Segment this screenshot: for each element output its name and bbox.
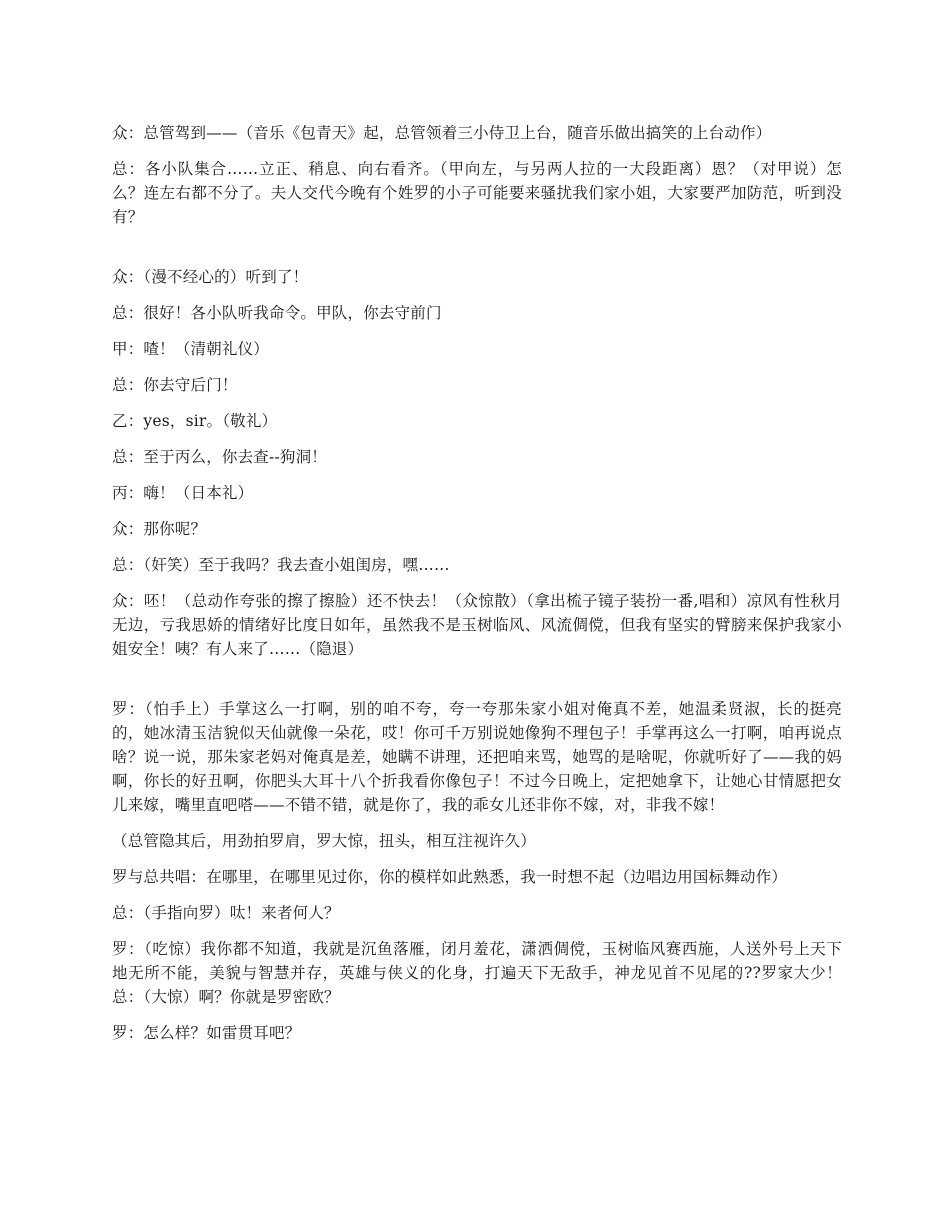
paragraph-11: 总：（奸笑）至于我吗？我去查小姐闺房，嘿…… [112,556,450,574]
paragraph-5: 甲：喳！（清朝礼仪） [112,340,270,358]
paragraph-6: 总：你去守后门！ [112,376,238,394]
paragraph-12: 众：呸！（总动作夸张的擦了擦脸）还不快去！（众惊散）（拿出梳子镜子装扮一番,唱和）凉风有性秋月无边，亏我思娇的情绪好比度日如年，虽然我不是玉树临风、风流倜傥，但我有坚实的臂膀来保护我家小姐安全！咦？有人来了……（隐退） [112,592,842,658]
paragraph-15: 罗与总共唱：在哪里，在哪里见过你，你的模样如此熟悉，我一时想不起（边唱边用国标舞动作） [112,868,788,886]
paragraph-8: 总：至于丙么，你去查--狗洞！ [112,448,327,466]
paragraph-17: 罗：（吃惊）我你都不知道，我就是沉鱼落雁，闭月羞花，潇洒倜傥，玉树临风赛西施，人送外号上天下地无所不能，美貌与智慧并存，英雄与侠义的化身，打遍天下无敌手，神龙见首不见尾的??罗家大少！总：（大惊）啊？你就是罗密欧？ [112,940,842,1006]
paragraph-9: 丙：嗨！（日本礼） [112,484,254,502]
paragraph-gap [112,673,842,697]
paragraph-2: 总：各小队集合……立正、稍息、向右看齐。（甲向左，与另两人拉的一大段距离）恩？（对甲说）怎么？连左右都不分了。夫人交代今晚有个姓罗的小子可能要来骚扰我们家小姐，大家要严加防范，听到没有？ [112,160,842,226]
document-page [112,121,842,1057]
paragraph-10: 众：那你呢？ [112,520,207,538]
paragraph-gap [112,241,842,265]
paragraph-14: （总管隐其后，用劲拍罗肩，罗大惊，扭头，相互注视许久） [112,832,536,850]
paragraph-7: 乙：yes，sir。（敬礼） [112,412,278,430]
paragraph-4: 总：很好！各小队听我命令。甲队，你去守前门 [112,304,442,322]
paragraph-1: 众：总管驾到——（音乐《包青天》起，总管领着三小侍卫上台，随音乐做出搞笑的上台动作） [112,124,772,142]
paragraph-18: 罗：怎么样？如雷贯耳吧？ [112,1024,301,1042]
paragraph-3: 众：（漫不经心的）听到了！ [112,268,309,286]
paragraph-13: 罗：（怕手上）手掌这么一打啊，别的咱不夸，夸一夸那朱家小姐对俺真不差，她温柔贤淑，长的挺亮的，她冰清玉洁貌似天仙就像一朵花，哎！你可千万别说她像狗不理包子！手掌再这么一打啊，咱再说点啥？说一说，那朱家老妈对俺真是差，她瞒不讲理，还把咱来骂，她骂的是啥呢，你就听好了——我的妈啊，你长的好丑啊，你肥头大耳十八个折我看你像包子！不过今日晚上，定把她拿下，让她心甘情愿把女儿来嫁，嘴里直吧嗒——不错不错，就是你了，我的乖女儿还非你不嫁，对，非我不嫁！ [112,700,842,814]
paragraph-16: 总：（手指向罗）呔！来者何人？ [112,904,340,922]
